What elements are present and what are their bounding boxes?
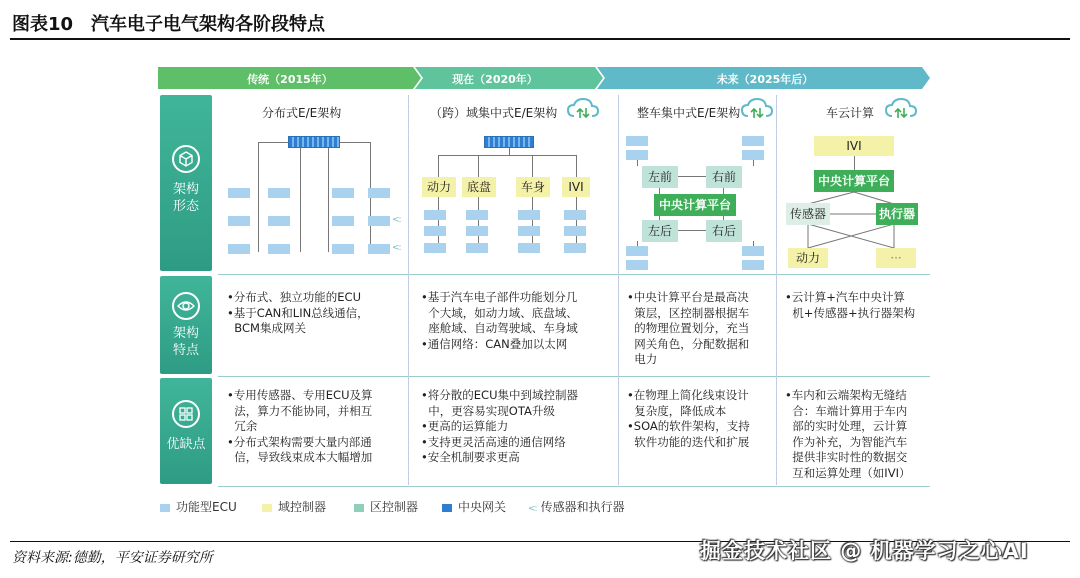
sensor-marker: <: bbox=[392, 215, 401, 225]
row-label-form bbox=[160, 95, 212, 271]
col4-title: 车云计算 bbox=[826, 106, 875, 120]
ecu-box bbox=[626, 150, 648, 160]
ecu-box bbox=[368, 188, 390, 198]
ecu-box bbox=[368, 216, 390, 226]
sensor-node: 传感器 bbox=[786, 203, 830, 225]
domain-controller-ivi: IVI bbox=[562, 177, 590, 197]
row-label-traits bbox=[160, 276, 212, 374]
row-label-traits-text: 架构 特点 bbox=[172, 326, 199, 358]
row-label-pros bbox=[160, 378, 212, 484]
zone-controller-front-right: 右前 bbox=[706, 166, 742, 188]
sensor-marker: <: bbox=[392, 243, 401, 253]
cloud-icon bbox=[566, 96, 600, 120]
ecu-box bbox=[424, 243, 446, 253]
ecu-box bbox=[626, 136, 648, 146]
ecu-box bbox=[368, 244, 390, 254]
power-node: 动力 bbox=[788, 248, 828, 268]
row-label-form-text: 架构 形态 bbox=[172, 182, 199, 214]
ecu-box bbox=[564, 210, 586, 220]
ecu-box bbox=[626, 260, 648, 270]
col1-title: 分布式E/E架构 bbox=[262, 106, 342, 120]
ecu-box bbox=[518, 210, 540, 220]
ecu-box bbox=[518, 226, 540, 236]
col3-traits: •中央计算平台是最高决 策层，区控制器根据车 的物理位置划分，充当 网关角色，分配数据和 电力 bbox=[627, 290, 750, 366]
cloud-icon bbox=[884, 96, 918, 120]
ecu-box bbox=[424, 226, 446, 236]
col3-title: 整车集中式E/E架构 bbox=[637, 106, 741, 120]
ecu-box bbox=[228, 216, 250, 226]
ecu-box bbox=[742, 150, 764, 160]
row-separator bbox=[218, 486, 930, 487]
col2-traits: •基于汽车电子部件功能划分几 个大域，如动力域、底盘域、 座舱域、自动驾驶域、车身域 •通信网络：CAN叠加以太网 bbox=[421, 290, 578, 351]
ecu-box bbox=[228, 244, 250, 254]
central-gateway bbox=[484, 136, 534, 148]
row-label-pros-text: 优缺点 bbox=[166, 437, 206, 452]
more-node: ··· bbox=[876, 248, 916, 268]
zone-controller-front-left: 左前 bbox=[642, 166, 678, 188]
zone-controller-rear-right: 右后 bbox=[706, 220, 742, 242]
legend-item-domain-controller: 域控制器 bbox=[262, 498, 326, 515]
row-separator bbox=[218, 376, 930, 377]
col4-pros: •车内和云端架构无缝结 合：车端计算用于车内 部的实时处理，云计算 作为补充，为智能汽车 提供非实时性的数据交 互和运算处理（如IVI） bbox=[785, 388, 911, 480]
col4-traits: •云计算+汽车中央计算 机+传感器+执行器架构 bbox=[785, 290, 916, 320]
column-separator bbox=[618, 95, 619, 485]
column-separator bbox=[408, 95, 409, 485]
col2-pros: •将分散的ECU集中到域控制器 中，更容易实现OTA升级 •更高的运算能力 •支持更灵活高速的通信网络 •安全机制要求更高 bbox=[421, 388, 578, 464]
ecu-box bbox=[518, 243, 540, 253]
col1-traits: •分布式、独立功能的ECU •基于CAN和LIN总线通信， BCM集成网关 bbox=[227, 290, 369, 335]
cube-icon bbox=[172, 145, 200, 173]
col2-title: （跨）域集中式E/E架构 bbox=[430, 106, 558, 120]
ecu-box bbox=[742, 136, 764, 146]
column-separator bbox=[776, 95, 777, 485]
central-gateway bbox=[288, 136, 340, 148]
ecu-box bbox=[424, 210, 446, 220]
domain-controller-power: 动力 bbox=[422, 177, 456, 197]
col3-pros: •在物理上简化线束设计 复杂度，降低成本 •SOA的软件架构，支持 软件功能的迭代和扩展 bbox=[627, 388, 750, 449]
ecu-box bbox=[228, 188, 250, 198]
ecu-box bbox=[332, 188, 354, 198]
ecu-box bbox=[466, 243, 488, 253]
ecu-box bbox=[332, 216, 354, 226]
legend-item-ecu: 功能型ECU bbox=[160, 498, 237, 515]
ecu-box bbox=[466, 226, 488, 236]
cloud-icon bbox=[740, 96, 774, 120]
legend-item-central-gateway: 中央网关 bbox=[442, 498, 506, 515]
row-separator bbox=[218, 274, 930, 275]
top-rule bbox=[10, 38, 1070, 40]
ecu-box bbox=[466, 210, 488, 220]
eye-icon bbox=[172, 292, 200, 320]
ecu-box bbox=[564, 226, 586, 236]
ecu-box bbox=[268, 244, 290, 254]
ecu-box bbox=[742, 246, 764, 256]
figure-title: 图表10 汽车电子电气架构各阶段特点 bbox=[12, 14, 326, 35]
ecu-box bbox=[626, 246, 648, 256]
watermark: 掘金技术社区 @ 机器学习之心AI bbox=[700, 539, 1029, 563]
grid-icon bbox=[172, 400, 200, 428]
ecu-box bbox=[332, 244, 354, 254]
ecu-box bbox=[268, 216, 290, 226]
ivi-domain: IVI bbox=[814, 136, 894, 156]
domain-controller-body: 车身 bbox=[516, 177, 550, 197]
legend-item-zone-controller: 区控制器 bbox=[354, 498, 418, 515]
ecu-box bbox=[564, 243, 586, 253]
ecu-box bbox=[742, 260, 764, 270]
stage-label-traditional: 传统（2015年） bbox=[247, 73, 333, 86]
source-note: 资料来源:德勤，平安证券研究所 bbox=[12, 550, 213, 566]
col1-pros: •专用传感器、专用ECU及算 法，算力不能协同，并相互 冗余 •分布式架构需要大量内部通 信，导致线束成本大幅增加 bbox=[227, 388, 373, 464]
central-compute-platform: 中央计算平台 bbox=[814, 170, 894, 192]
stage-label-future: 未来（2025年后） bbox=[716, 73, 814, 86]
ecu-box bbox=[268, 188, 290, 198]
domain-controller-chassis: 底盘 bbox=[462, 177, 496, 197]
legend-item-sensors-actuators: <: 传感器和执行器 bbox=[528, 500, 625, 514]
zone-controller-rear-left: 左后 bbox=[642, 220, 678, 242]
central-compute-platform: 中央计算平台 bbox=[654, 194, 736, 216]
actuator-node: 执行器 bbox=[876, 203, 918, 225]
stage-label-now: 现在（2020年） bbox=[452, 73, 538, 86]
sensor-marker-icon: <: bbox=[528, 504, 537, 514]
